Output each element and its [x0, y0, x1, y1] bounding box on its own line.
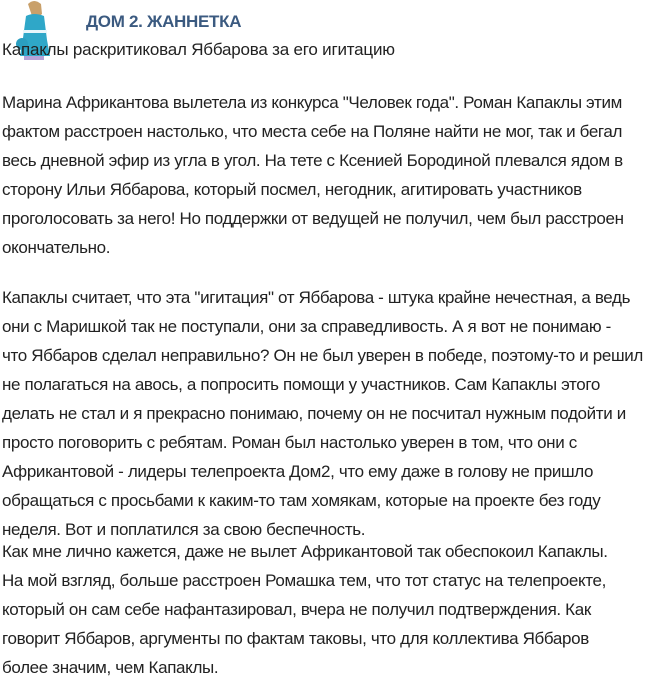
paragraph-line: говорит Яббаров, аргументы по фактам таковы, что для коллектива Яббаров — [2, 629, 589, 648]
paragraph-line: Как мне лично кажется, даже не вылет Африкантовой так обеспокоил Капаклы. — [2, 542, 608, 561]
paragraph-line: неделя. Вот и поплатился за свою беспечность. — [2, 520, 366, 539]
paragraph-line: не полагаться на авось, а попросить помощи у участников. Сам Капаклы этого — [2, 375, 600, 394]
paragraph-line: делать не стал и я прекрасно понимаю, почему он не посчитал нужным подойти и — [2, 404, 626, 423]
paragraph-line: Капаклы считает, что эта "игитация" от Яббарова - штука крайне нечестная, а ведь — [2, 288, 631, 307]
paragraph-line: Африкантовой - лидеры телепроекта Дом2, что ему даже в голову не пришло — [2, 462, 594, 481]
paragraph-line: они с Маришкой так не поступали, они за справедливость. А я вот не понимаю - — [2, 317, 611, 336]
paragraph-line: который он сам себе нафантазировал, вчера не получил подтверждения. Как — [2, 600, 591, 619]
article-paragraph — [2, 88, 624, 262]
article-paragraph — [2, 283, 643, 544]
paragraph-line: сторону Ильи Яббарова, который посмел, негодник, агитировать участников — [2, 180, 582, 199]
paragraph-line: Марина Африкантова вылетела из конкурса "Человек года". Роман Капаклы этим — [2, 93, 622, 112]
paragraph-line: весь дневной эфир из угла в угол. На тете с Ксенией Бородиной плевался ядом в — [2, 151, 623, 170]
article-paragraph — [2, 537, 608, 682]
paragraph-line: обращаться с просьбами к каким-то там хомякам, которые на проекте без году — [2, 491, 601, 510]
paragraph-line: более значим, чем Капаклы. — [2, 658, 219, 677]
paragraph-line: фактом расстроен настолько, что места себе на Поляне найти не мог, так и бегал — [2, 122, 623, 141]
site-title[interactable]: ДОМ 2. ЖАННЕТКА — [86, 12, 242, 31]
paragraph-line: окончательно. — [2, 238, 111, 257]
paragraph-line: просто поговорить с ребятам. Роман был настолько уверен в том, что они с — [2, 433, 577, 452]
article-title: Капаклы раскритиковал Яббарова за его игитацию — [2, 40, 395, 59]
paragraph-line: что Яббаров сделал неправильно? Он не был уверен в победе, поэтому-то и решил — [2, 346, 643, 365]
paragraph-line: На мой взгляд, больше расстроен Ромашка тем, что тот статус на телепроекте, — [2, 571, 606, 590]
paragraph-line: проголосовать за него! Но поддержки от ведущей не получил, чем был расстроен — [2, 209, 624, 228]
